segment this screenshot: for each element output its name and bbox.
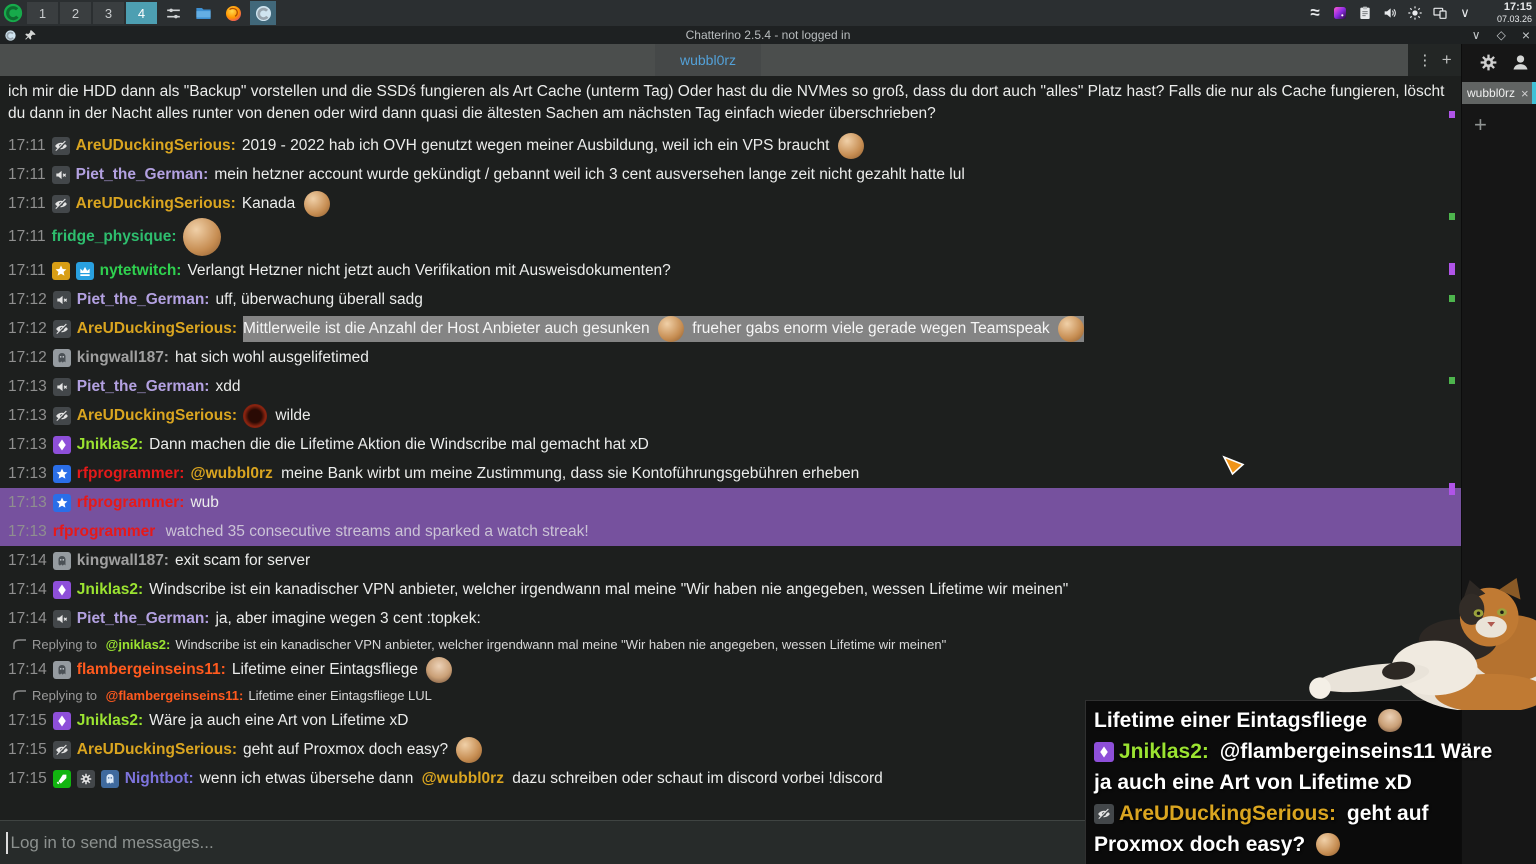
message-content bbox=[190, 494, 218, 512]
timestamp: 17:13 bbox=[8, 493, 47, 511]
clock-time: 17:15 bbox=[1503, 1, 1532, 13]
message-content bbox=[215, 610, 480, 628]
mod-sword-badge-icon bbox=[53, 770, 71, 788]
star-blue-badge-icon bbox=[53, 494, 71, 512]
emote-risitas[interactable] bbox=[658, 316, 684, 342]
timestamp: 17:15 bbox=[8, 769, 47, 787]
eye-off-badge-icon bbox=[53, 407, 71, 425]
speaker-mute-badge-icon bbox=[53, 291, 71, 309]
right-tab-wubbl0rz[interactable] bbox=[1462, 82, 1536, 104]
message-text: xdd bbox=[215, 377, 241, 395]
message-text: 2019 - 2022 hab ich OVH genutzt wegen meiner Ausbildung, weil ich ein VPS braucht bbox=[241, 136, 834, 154]
timestamp: 17:12 bbox=[8, 319, 47, 337]
settings-gear-icon[interactable] bbox=[1476, 50, 1500, 74]
watch-streak-text: watched 35 consecutive streams and sparked a watch streak! bbox=[161, 522, 589, 540]
username[interactable]: kingwall187: bbox=[76, 348, 169, 366]
message-text: wilde bbox=[271, 406, 311, 424]
message-text: Kanada bbox=[241, 194, 300, 212]
timestamp: 17:11 bbox=[8, 261, 46, 279]
timestamp: 17:13 bbox=[8, 464, 47, 482]
tab-bar bbox=[0, 44, 1408, 76]
workspace-button-3[interactable]: 3 bbox=[93, 2, 124, 24]
gray-glitch-badge-icon bbox=[53, 661, 71, 679]
chat-message[interactable] bbox=[0, 256, 1461, 285]
scrollbar-highlight-marker bbox=[1449, 111, 1455, 118]
timestamp: 17:14 bbox=[8, 660, 47, 678]
scrollbar-highlight-marker bbox=[1449, 263, 1455, 275]
message-content bbox=[242, 133, 864, 159]
overlay-username: AreUDuckingSerious: bbox=[1119, 801, 1337, 825]
stream-preview-overlay[interactable] bbox=[1085, 700, 1493, 864]
chat-message[interactable] bbox=[0, 372, 1461, 401]
username[interactable]: Jniklas2: bbox=[76, 435, 144, 453]
overlay-chat-line bbox=[1094, 736, 1493, 767]
message-content bbox=[187, 262, 670, 280]
reply-label: Replying to bbox=[32, 687, 101, 703]
minimize-button[interactable]: ∨ bbox=[1471, 28, 1481, 42]
window-title: Chatterino 2.5.4 - not logged in bbox=[685, 28, 851, 42]
message-text: dazu schreiben oder schaut im discord vorbei !discord bbox=[507, 769, 883, 787]
message-content bbox=[243, 316, 1084, 342]
message-text: geht auf bbox=[1341, 801, 1429, 825]
message-content bbox=[149, 581, 1068, 599]
scrollbar-highlight-marker bbox=[1449, 483, 1455, 495]
message-content bbox=[242, 191, 330, 217]
waves-icon[interactable]: ≈ bbox=[1310, 3, 1320, 22]
emote-risitas[interactable] bbox=[304, 191, 330, 217]
star-blue-badge-icon bbox=[53, 465, 71, 483]
message-text: Windscribe ist ein kanadischer VPN anbieter, welcher irgendwann mal meine "Wir haben nie angegeben, wessen Lifetime wir meinen" bbox=[149, 580, 1069, 598]
timestamp: 17:11 bbox=[8, 228, 46, 245]
username[interactable]: rfprogrammer: bbox=[76, 493, 185, 511]
message-text: Dann machen die die Lifetime Aktion die Windscribe mal gemacht hat xD bbox=[149, 435, 649, 453]
username[interactable]: rfprogrammer: bbox=[76, 464, 185, 482]
scrollbar-highlight-marker bbox=[1449, 295, 1455, 302]
speaker-mute-badge-icon bbox=[52, 166, 70, 184]
chat-message[interactable] bbox=[0, 218, 1461, 256]
chat-message[interactable] bbox=[0, 131, 1461, 160]
gray-glitch-badge-icon bbox=[53, 552, 71, 570]
message-text: frueher gabs enorm viele gerade wegen Teamspeak bbox=[687, 319, 1054, 337]
clock bbox=[1497, 1, 1532, 25]
username[interactable]: Nightbot: bbox=[124, 769, 194, 787]
speaker-mute-badge-icon bbox=[53, 610, 71, 628]
volume-icon[interactable] bbox=[1381, 4, 1399, 22]
window-titlebar bbox=[0, 26, 1536, 44]
timestamp: 17:11 bbox=[8, 194, 46, 212]
emote-risitas[interactable] bbox=[1058, 316, 1084, 342]
username[interactable]: Piet_the_German: bbox=[75, 165, 209, 183]
message-text: ja auch eine Art von Lifetime xD bbox=[1094, 770, 1412, 794]
message-content bbox=[183, 218, 221, 256]
display-icon[interactable] bbox=[1431, 4, 1449, 22]
message-text: ich mir die HDD dann als "Backup" vorstellen und die SSDś fungieren als Art Cache (unterm Tag) Oder hast du die NVMes so groß, dass du dort auch "alles" Platz hast? Falls die nur als Cache fungieren, löscht du dann in der Nacht alles runter von denen oder wird dann quasi die ältesten Sachen am nächsten Tag einfach wieder überschrieben? bbox=[8, 83, 1449, 122]
message-text: mein hetzner account wurde gekündigt / gebannt weil ich 3 cent ausversehen lange zeit nicht gezahlt hatte lul bbox=[214, 165, 965, 183]
tab-overflow-button[interactable]: ⋮ bbox=[1417, 52, 1433, 69]
window-controls bbox=[1472, 26, 1530, 44]
eye-off-badge-icon bbox=[53, 320, 71, 338]
username[interactable]: kingwall187: bbox=[76, 551, 169, 569]
maximize-button[interactable]: ◇ bbox=[1496, 28, 1506, 42]
input-placeholder: Log in to send messages... bbox=[10, 832, 214, 852]
chat-message[interactable] bbox=[0, 343, 1461, 372]
message-text: Wäre ja auch eine Art von Lifetime xD bbox=[149, 711, 409, 729]
firefox-icon[interactable] bbox=[220, 1, 246, 25]
timestamp: 17:14 bbox=[8, 551, 47, 569]
username[interactable]: nytetwitch: bbox=[99, 261, 182, 279]
right-new-split-button[interactable]: + bbox=[1474, 112, 1487, 137]
chat-message[interactable] bbox=[0, 401, 1461, 430]
right-tab-label: wubbl0rz bbox=[1467, 86, 1516, 100]
right-tab-close-icon[interactable]: × bbox=[1521, 85, 1529, 101]
message-text: Verlangt Hetzner nicht jetzt auch Verifikation mit Ausweisdokumenten? bbox=[187, 261, 671, 279]
timestamp: 17:13 bbox=[8, 406, 47, 424]
chat-message[interactable] bbox=[0, 76, 1461, 131]
message-text: uff, überwachung überall sadg bbox=[215, 290, 423, 308]
tweaks-icon[interactable] bbox=[160, 1, 186, 25]
emote-omega[interactable] bbox=[243, 404, 267, 428]
message-text: Proxmox doch easy? bbox=[1094, 832, 1312, 856]
emote-risitas-big[interactable] bbox=[183, 218, 221, 256]
username[interactable]: AreUDuckingSerious: bbox=[76, 740, 237, 758]
chat-message[interactable] bbox=[0, 604, 1461, 633]
username[interactable]: Jniklas2: bbox=[76, 580, 144, 598]
message-content bbox=[215, 291, 422, 309]
tab-bar-buttons bbox=[1408, 44, 1461, 76]
username[interactable]: Piet_the_German: bbox=[76, 609, 210, 627]
clipboard-icon[interactable] bbox=[1356, 4, 1374, 22]
mouse-cursor bbox=[1222, 455, 1246, 479]
speaker-mute-badge-icon bbox=[53, 378, 71, 396]
username[interactable]: AreUDuckingSerious: bbox=[75, 194, 236, 212]
chat-message[interactable] bbox=[0, 488, 1461, 517]
system-tray bbox=[1306, 0, 1474, 26]
overlay-username: Jniklas2: bbox=[1119, 739, 1209, 763]
message-text: exit scam for server bbox=[174, 551, 311, 569]
reply-arc-icon bbox=[12, 688, 27, 703]
message-content bbox=[214, 166, 965, 184]
chat-message[interactable] bbox=[0, 546, 1461, 575]
message-text: geht auf Proxmox doch easy? bbox=[243, 740, 453, 758]
username[interactable]: fridge_physique: bbox=[51, 228, 177, 245]
chat-message[interactable] bbox=[0, 285, 1461, 314]
mention[interactable]: @wubbl0rz bbox=[421, 769, 504, 787]
message-content bbox=[215, 378, 240, 396]
gray-glitch-badge-icon bbox=[53, 349, 71, 367]
workspace-button-2[interactable]: 2 bbox=[60, 2, 91, 24]
username[interactable]: AreUDuckingSerious: bbox=[76, 406, 237, 424]
message-content bbox=[243, 404, 311, 428]
brightness-icon[interactable] bbox=[1406, 4, 1424, 22]
tab-wubbl0rz[interactable] bbox=[655, 44, 761, 76]
message-text: meine Bank wirbt um meine Zustimmung, dass sie Kontoführungsgebühren erheben bbox=[276, 464, 860, 482]
reply-label: Replying to bbox=[32, 636, 101, 652]
message-content bbox=[190, 465, 859, 483]
cube-app-icon[interactable] bbox=[1331, 4, 1349, 22]
message-content bbox=[149, 436, 649, 454]
message-text: ja, aber imagine wegen 3 cent :topkek: bbox=[215, 609, 481, 627]
message-text: Mittlerweile ist die Anzahl der Host Anbieter auch gesunken bbox=[243, 319, 654, 337]
message-content bbox=[175, 552, 310, 570]
chat-message[interactable] bbox=[0, 189, 1461, 218]
scrollbar-highlight-marker bbox=[1449, 377, 1455, 384]
diamond-purple-badge-icon bbox=[1094, 742, 1114, 762]
message-content bbox=[232, 657, 452, 683]
username[interactable]: AreUDuckingSerious: bbox=[76, 319, 237, 337]
chat-message[interactable] bbox=[0, 517, 1461, 546]
timestamp: 17:15 bbox=[8, 711, 47, 729]
emote-gachi[interactable] bbox=[426, 657, 452, 683]
account-icon[interactable] bbox=[1508, 50, 1532, 74]
overlay-chat-line bbox=[1094, 829, 1453, 860]
username[interactable]: Piet_the_German: bbox=[76, 290, 210, 308]
mention[interactable]: @wubbl0rz bbox=[190, 464, 273, 482]
eye-off-badge-icon bbox=[1094, 804, 1114, 824]
workspace-button-1[interactable]: 1 bbox=[27, 2, 58, 24]
timestamp: 17:11 bbox=[8, 165, 46, 183]
scrollbar-highlight-marker bbox=[1449, 213, 1455, 220]
reply-context[interactable] bbox=[0, 633, 1461, 655]
workspace-button-4[interactable]: 4 bbox=[126, 2, 157, 24]
emote-gachi[interactable] bbox=[1378, 709, 1402, 733]
workspace-switcher bbox=[26, 2, 158, 24]
overlay-chat-line bbox=[1094, 767, 1453, 798]
message-text: wenn ich etwas übersehe dann bbox=[199, 769, 418, 787]
timestamp: 17:14 bbox=[8, 580, 47, 598]
emote-risitas[interactable] bbox=[1316, 833, 1340, 857]
new-tab-button[interactable]: + bbox=[1441, 50, 1452, 69]
eye-off-badge-icon bbox=[53, 741, 71, 759]
username[interactable]: flambergeinseins11: bbox=[76, 660, 226, 678]
username[interactable]: Piet_the_German: bbox=[76, 377, 210, 395]
message-text: hat sich wohl ausgelifetimed bbox=[174, 348, 369, 366]
reply-preview: Lifetime einer Eintagsfliege LUL bbox=[248, 687, 432, 703]
clock-date: 07.03.26 bbox=[1496, 14, 1532, 24]
gear-dark-badge-icon bbox=[77, 770, 95, 788]
timestamp: 17:12 bbox=[8, 290, 47, 308]
cat-webcam-image bbox=[1288, 578, 1536, 710]
timestamp: 17:14 bbox=[8, 609, 47, 627]
star-gold-badge-icon bbox=[52, 262, 70, 280]
eye-off-badge-icon bbox=[52, 195, 70, 213]
text-caret bbox=[6, 832, 8, 854]
diamond-purple-badge-icon bbox=[53, 712, 71, 730]
chat-message[interactable] bbox=[0, 575, 1461, 604]
timestamp: 17:11 bbox=[8, 136, 46, 154]
reply-arc-icon bbox=[12, 637, 27, 652]
message-content bbox=[149, 712, 408, 730]
overlay-chat-line bbox=[1094, 798, 1453, 829]
message-text: Lifetime einer Eintagsfliege bbox=[231, 660, 423, 678]
chat-message[interactable] bbox=[0, 314, 1461, 343]
timestamp: 17:12 bbox=[8, 348, 47, 366]
message-text: Lifetime einer Eintagsfliege bbox=[1094, 708, 1373, 732]
username[interactable]: AreUDuckingSerious: bbox=[75, 136, 236, 154]
bot-blue-badge-icon bbox=[101, 770, 119, 788]
file-manager-icon[interactable] bbox=[190, 1, 216, 25]
timestamp: 17:13 bbox=[8, 522, 47, 540]
emote-risitas[interactable] bbox=[838, 133, 864, 159]
timestamp: 17:13 bbox=[8, 435, 47, 453]
reply-username[interactable]: @jniklas2: bbox=[105, 636, 171, 652]
tab-label: wubbl0rz bbox=[679, 52, 737, 68]
diamond-purple-badge-icon bbox=[53, 581, 71, 599]
message-text: @flambergeinseins11 Wäre bbox=[1213, 739, 1493, 763]
chat-message[interactable] bbox=[0, 655, 1461, 684]
message-content bbox=[175, 349, 369, 367]
message-content bbox=[200, 770, 883, 788]
chatterino-taskbar-icon[interactable] bbox=[250, 1, 276, 25]
diamond-purple-badge-icon bbox=[53, 436, 71, 454]
timestamp: 17:13 bbox=[8, 377, 47, 395]
chat-message[interactable] bbox=[0, 160, 1461, 189]
eye-off-badge-icon bbox=[52, 137, 70, 155]
message-content bbox=[243, 737, 482, 763]
crown-blue-badge-icon bbox=[76, 262, 94, 280]
app-menu-icon[interactable] bbox=[2, 2, 24, 24]
live-indicator-stripe bbox=[1532, 82, 1536, 104]
close-button[interactable]: × bbox=[1521, 27, 1530, 43]
tray-chevron-icon[interactable]: ∨ bbox=[1460, 5, 1470, 20]
emote-risitas[interactable] bbox=[456, 737, 482, 763]
reply-preview: Windscribe ist ein kanadischer VPN anbieter, welcher irgendwann mal meine "Wir haben nie angegeben, wessen Lifetime wir meinen" bbox=[175, 636, 947, 652]
reply-username[interactable]: @flambergeinseins11: bbox=[105, 687, 244, 703]
message-text: wub bbox=[190, 493, 219, 511]
username[interactable]: Jniklas2: bbox=[76, 711, 144, 729]
username[interactable]: rfprogrammer bbox=[52, 522, 156, 540]
timestamp: 17:15 bbox=[8, 740, 47, 758]
system-taskbar bbox=[0, 0, 1536, 26]
